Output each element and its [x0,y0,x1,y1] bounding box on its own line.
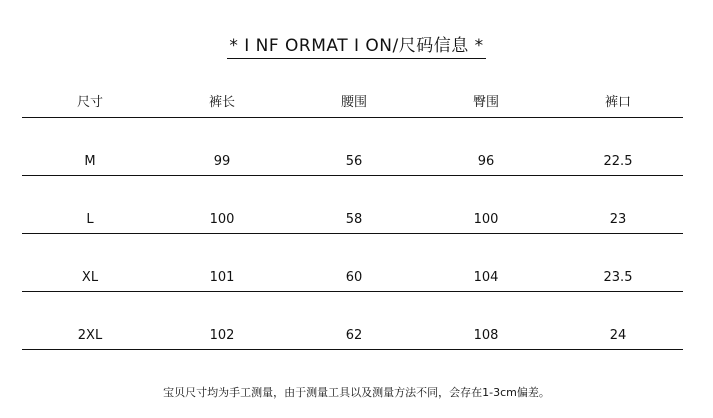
measurement-note: 宝贝尺寸均为手工测量，由于测量工具以及测量方法不同，会存在1-3cm偏差。 [163,386,550,399]
table-divider [22,349,683,350]
header-hip: 臀围 [472,95,499,110]
cell-leg-opening: 22.5 [603,154,633,169]
page-title [0,35,713,59]
cell-size: XL [81,270,99,285]
cell-waist: 58 [345,212,363,227]
cell-leg-opening: 24 [609,328,627,343]
cell-hip: 104 [473,270,499,285]
cell-size: M [84,154,96,169]
cell-hip: 100 [473,212,499,227]
cell-size: L [86,212,94,227]
cell-length: 100 [209,212,235,227]
cell-hip: 108 [473,328,499,343]
cell-length: 101 [209,270,235,285]
table-row [22,151,683,173]
cell-waist: 60 [345,270,363,285]
table-row [22,209,683,231]
header-size: 尺寸 [76,95,103,110]
table-row [22,267,683,289]
page-title-text: * I NF ORMAT I ON/尺码信息 * [227,35,485,59]
table-divider [22,291,683,292]
table-divider [22,117,683,118]
header-leg-opening: 裤口 [604,95,631,110]
cell-waist: 56 [345,154,363,169]
header-waist: 腰围 [340,95,367,110]
table-divider [22,175,683,176]
table-row [22,325,683,347]
header-length: 裤长 [208,95,235,110]
cell-hip: 96 [477,154,495,169]
table-divider [22,233,683,234]
cell-leg-opening: 23 [609,212,627,227]
cell-size: 2XL [77,328,103,343]
cell-waist: 62 [345,328,363,343]
cell-leg-opening: 23.5 [603,270,633,285]
table-header-row [22,92,683,114]
cell-length: 102 [209,328,235,343]
cell-length: 99 [213,154,231,169]
